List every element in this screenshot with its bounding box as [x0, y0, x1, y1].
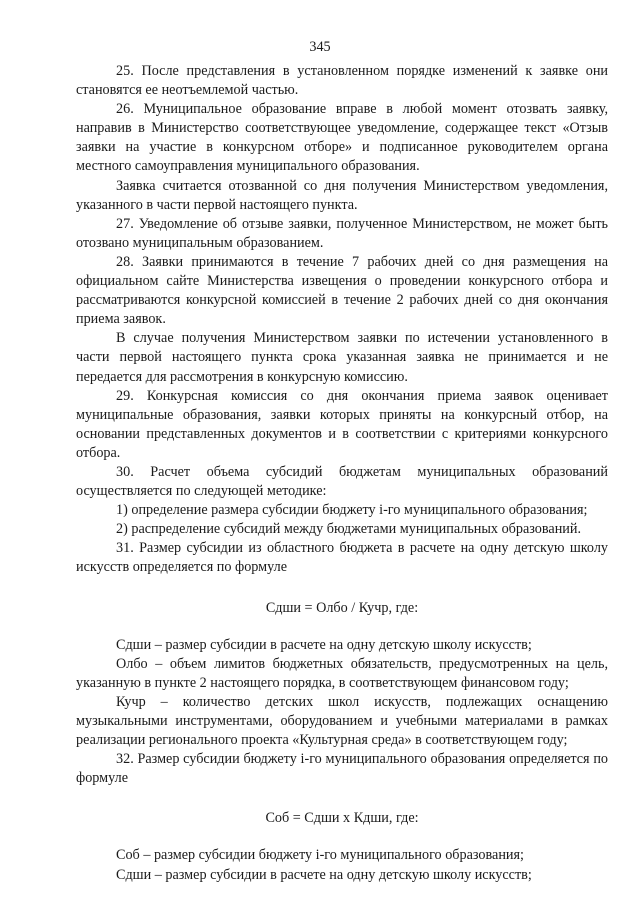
- formula-sdshi: Сдши = Олбо / Кучр, где:: [265, 599, 419, 616]
- paragraph-31: 31. Размер субсидии из областного бюджета в расчете на одну детскую школу искусств определяется по формуле: [76, 540, 608, 576]
- paragraph-30-item-2: 2) распределение субсидий между бюджетами муниципальных образований.: [116, 521, 582, 538]
- paragraph-30: 30. Расчет объема субсидий бюджетам муниципальных образований осуществляется по следующей методике:: [76, 463, 608, 500]
- paragraph-26: 26. Муниципальное образование вправе в любой момент отозвать заявку, направив в Министерство соответствующее уведомление, содержащее текст «Отзыв заявки на участие в конкурсном отборе» и подписанное руководителем органа местного самоуправления муниципального образования.: [76, 101, 608, 175]
- definition-sob: Соб – размер субсидии бюджету i-го муниципального образования;: [116, 847, 524, 864]
- paragraph-26-part-2: Заявка считается отозванной со дня получения Министерством уведомления, указанного в части первой настоящего пункта.: [76, 177, 608, 213]
- body-text-bottom: [76, 846, 608, 884]
- paragraph-27: 27. Уведомление об отзыве заявки, полученное Министерством, не может быть отозвано муниципальным образованием.: [76, 215, 608, 251]
- body-text-top: [76, 62, 608, 578]
- definition-sdshi-2: Сдши – размер субсидии в расчете на одну детскую школу искусств;: [116, 866, 532, 883]
- definition-olbo: Олбо – объем лимитов бюджетных обязательств, предусмотренных на цель, указанную в пункте 2 настоящего порядка, в соответствующем финансовом году;: [76, 655, 608, 691]
- paragraph-29: 29. Конкурсная комиссия со дня окончания приема заявок оценивает муниципальные образования, заявки которых приняты на конкурсный отбор, на основании представленных документов и в соответствии с критериями конкурсного отбора.: [76, 387, 608, 461]
- formula-sob: Соб = Сдши х Кдши, где:: [265, 810, 419, 827]
- body-text-middle: [76, 636, 608, 789]
- definition-kuchr: Кучр – количество детских школ искусств, подлежащих оснащению музыкальными инструментами, оборудованием и учебными материалами в рамках реализации регионального проекта «Культурная среда» в соответствующем году;: [76, 693, 608, 749]
- paragraph-30-item-1: 1) определение размера субсидии бюджету i-го муниципального образования;: [116, 502, 588, 519]
- paragraph-25: 25. После представления в установленном порядке изменений к заявке они становятся ее неотъемлемой частью.: [76, 63, 608, 99]
- page-number: 345: [309, 39, 331, 55]
- paragraph-32: 32. Размер субсидии бюджету i-го муниципального образования определяется по формуле: [76, 751, 608, 787]
- definition-sdshi: Сдши – размер субсидии в расчете на одну детскую школу искусств;: [116, 636, 532, 653]
- paragraph-28: 28. Заявки принимаются в течение 7 рабочих дней со дня размещения на официальном сайте Министерства извещения о проведении конкурсного отбора и рассматриваются конкурсной комиссией в течение 2 рабочих дней со дня окончания приема заявок.: [76, 253, 608, 328]
- paragraph-28-part-2: В случае получения Министерством заявки по истечении установленного в части первой настоящего пункта срока указанная заявка не принимается и не передается для рассмотрения в конкурсную комиссию.: [76, 330, 608, 385]
